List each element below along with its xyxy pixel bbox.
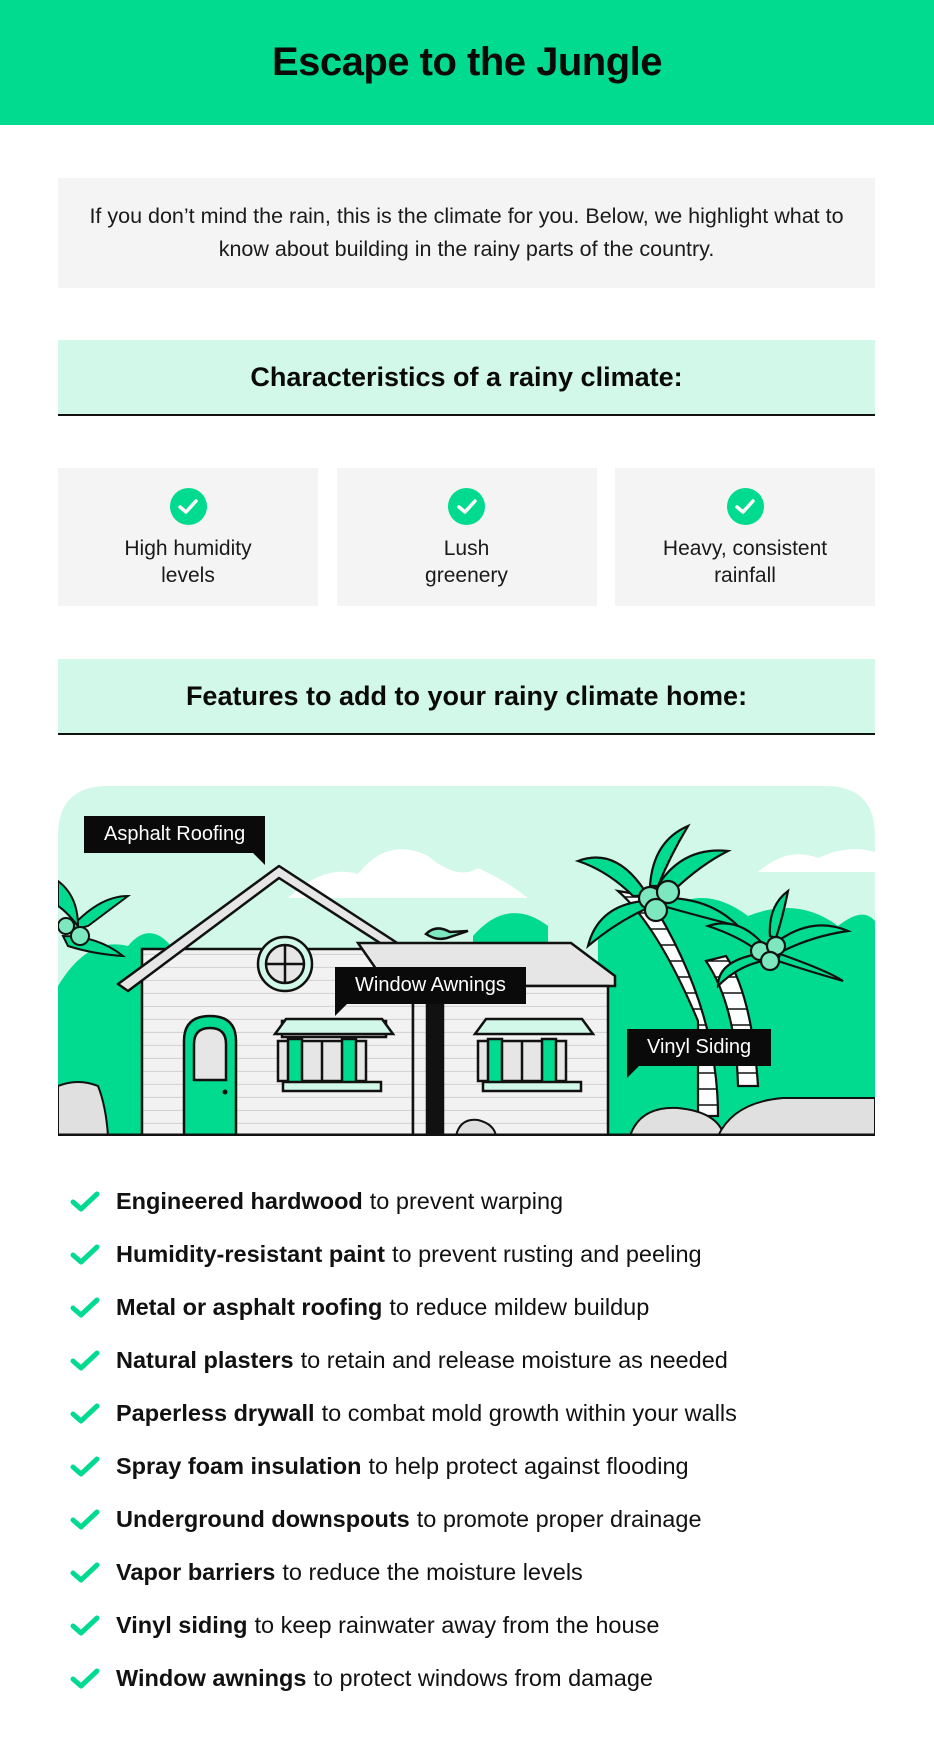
feature-description: to reduce the moisture levels [282, 1559, 583, 1585]
check-icon [70, 1297, 100, 1319]
characteristics-heading-bar [58, 340, 875, 416]
feature-description: to promote proper drainage [416, 1506, 702, 1532]
feature-name: Natural plasters [116, 1347, 294, 1373]
check-circle-icon [170, 488, 207, 525]
characteristic-card [58, 468, 318, 606]
check-icon [70, 1350, 100, 1372]
list-item [70, 1546, 870, 1599]
check-icon [70, 1191, 100, 1213]
house-illustration [58, 786, 875, 1136]
check-icon [70, 1509, 100, 1531]
feature-description: to keep rainwater away from the house [254, 1612, 660, 1638]
characteristics-heading: Characteristics of a rainy climate: [250, 361, 683, 392]
feature-name: Vapor barriers [116, 1559, 276, 1585]
feature-description: to reduce mildew buildup [389, 1294, 650, 1320]
characteristics-cards [58, 468, 875, 606]
page-title: Escape to the Jungle [271, 40, 663, 84]
label-asphalt-roofing: Asphalt Roofing [84, 816, 265, 853]
check-icon [70, 1456, 100, 1478]
check-circle-icon [727, 488, 764, 525]
features-heading-bar [58, 659, 875, 735]
feature-name: Humidity-resistant paint [116, 1241, 385, 1267]
list-item [70, 1228, 870, 1281]
list-item [70, 1599, 870, 1652]
check-circle-icon [448, 488, 485, 525]
feature-name: Vinyl siding [116, 1612, 248, 1638]
feature-name: Engineered hardwood [116, 1188, 363, 1214]
feature-description: to prevent warping [369, 1188, 564, 1214]
feature-description: to protect windows from damage [313, 1665, 653, 1691]
characteristic-label: Lush greenery [425, 537, 508, 587]
label-vinyl-siding: Vinyl Siding [627, 1029, 771, 1066]
check-icon [70, 1403, 100, 1425]
label-window-awnings: Window Awnings [335, 967, 526, 1004]
characteristic-label: High humidity levels [124, 537, 252, 587]
list-item [70, 1493, 870, 1546]
features-heading: Features to add to your rainy climate home: [185, 680, 748, 711]
check-icon [70, 1615, 100, 1637]
list-item [70, 1387, 870, 1440]
check-icon [70, 1562, 100, 1584]
characteristic-label: Heavy, consistent rainfall [662, 537, 828, 587]
characteristic-card [615, 468, 875, 606]
feature-name: Paperless drywall [116, 1400, 315, 1426]
feature-name: Spray foam insulation [116, 1453, 362, 1479]
list-item [70, 1440, 870, 1493]
intro-text: If you don’t mind the rain, this is the climate for you. Below, we highlight what to know about building in the rainy parts of the country. [89, 204, 844, 261]
list-item [70, 1334, 870, 1387]
check-icon [70, 1244, 100, 1266]
feature-name: Underground downspouts [116, 1506, 410, 1532]
feature-name: Metal or asphalt roofing [116, 1294, 383, 1320]
feature-description: to retain and release moisture as needed [300, 1347, 728, 1373]
list-item [70, 1652, 870, 1705]
feature-description: to combat mold growth within your walls [321, 1400, 737, 1426]
characteristic-card [337, 468, 597, 606]
check-icon [70, 1668, 100, 1690]
list-item [70, 1175, 870, 1228]
list-item [70, 1281, 870, 1334]
features-list [70, 1175, 870, 1705]
feature-description: to prevent rusting and peeling [391, 1241, 702, 1267]
feature-description: to help protect against flooding [368, 1453, 689, 1479]
feature-name: Window awnings [116, 1665, 307, 1691]
page-header [0, 0, 934, 125]
intro-box [58, 178, 875, 288]
